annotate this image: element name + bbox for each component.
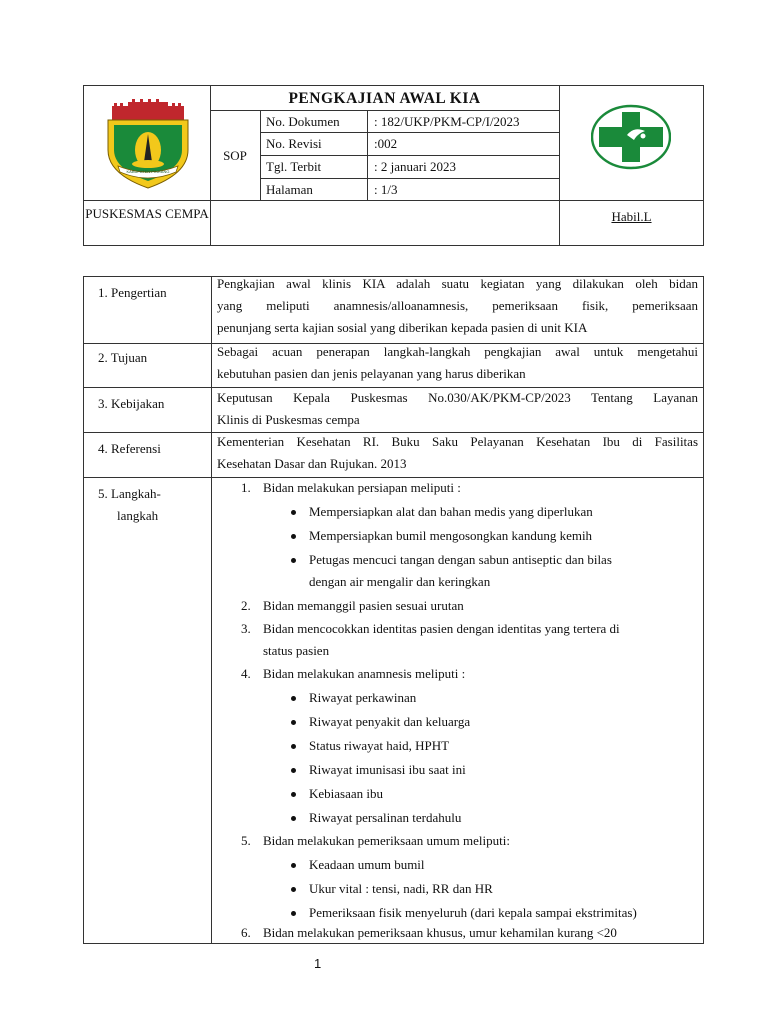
signer-name: Habil.L (611, 209, 652, 224)
bullet-icon (291, 911, 296, 916)
revision-value: :002 (374, 136, 398, 151)
doc-number-value: : 182/UKP/PKM-CP/I/2023 (374, 114, 520, 129)
step-text: Bidan mencocokkan identitas pasien dengan identitas yang tertera di (263, 621, 620, 636)
step-text: Bidan melakukan pemeriksaan khusus, umur kehamilan kurang <20 (263, 925, 617, 940)
step-bullet: Riwayat penyakit dan keluarga (309, 714, 471, 729)
section-text-tujuan: Sebagai acuan penerapan langkah-langkah pengkajian awal untuk mengetahui kebutuhan pasien dan jenis pelayanan yang harus diberikan (217, 344, 698, 381)
bullet-icon (291, 510, 296, 515)
step-text: Bidan memanggil pasien sesuai urutan (263, 598, 464, 613)
section-label-tujuan: 2. Tujuan (98, 350, 148, 365)
document-title: PENGKAJIAN AWAL KIA (288, 90, 481, 107)
puskesmas-logo-icon (591, 104, 671, 170)
bullet-icon (291, 558, 296, 563)
bullet-icon (291, 792, 296, 797)
step-bullet: Petugas mencuci tangan dengan sabun antiseptic dan bilas (309, 552, 612, 567)
regency-crest-icon (104, 98, 192, 190)
bullet-icon (291, 720, 296, 725)
issue-date-value: : 2 januari 2023 (374, 159, 456, 174)
step-number: 2. (241, 598, 251, 613)
step-bullet: Keadaan umum bumil (309, 857, 425, 872)
issue-date-label: Tgl. Terbit (266, 159, 322, 174)
step-bullet: Status riwayat haid, HPHT (309, 738, 450, 753)
section-text-kebijakan: Keputusan Kepala Puskesmas No.030/AK/PKM-CP/2023 Tentang Layanan Klinis di Puskesmas cempa (217, 390, 698, 427)
section-label-referensi: 4. Referensi (98, 441, 161, 456)
sop-label: SOP (223, 148, 247, 163)
step-number: 6. (241, 925, 251, 940)
step-bullet-continued: dengan air mengalir dan keringkan (309, 574, 491, 589)
step-text: Bidan melakukan persiapan meliputi : (263, 480, 461, 495)
section-label-pengertian: 1. Pengertian (98, 285, 167, 300)
svg-text:KABUPATEN PINRANG: KABUPATEN PINRANG (126, 169, 170, 174)
divider (84, 200, 704, 201)
page-value: : 1/3 (374, 182, 398, 197)
procedure-steps (212, 477, 704, 944)
step-number: 1. (241, 480, 251, 495)
page-label: Halaman (266, 182, 313, 197)
organization-name: PUSKESMAS CEMPA (85, 206, 209, 221)
bullet-icon (291, 534, 296, 539)
step-bullet: Pemeriksaan fisik menyeluruh (dari kepala sampai ekstrimitas) (309, 905, 637, 920)
step-bullet: Riwayat imunisasi ibu saat ini (309, 762, 466, 777)
bullet-icon (291, 863, 296, 868)
doc-number-label: No. Dokumen (266, 114, 340, 129)
step-bullet: Riwayat persalinan terdahulu (309, 810, 462, 825)
section-label-kebijakan: 3. Kebijakan (98, 396, 165, 411)
bullet-icon (291, 768, 296, 773)
step-bullet: Riwayat perkawinan (309, 690, 417, 705)
step-text-continued: status pasien (263, 643, 330, 658)
step-number: 3. (241, 621, 251, 636)
bullet-icon (291, 816, 296, 821)
step-bullet: Mempersiapkan alat dan bahan medis yang diperlukan (309, 504, 593, 519)
step-bullet: Mempersiapkan bumil mengosongkan kandung kemih (309, 528, 593, 543)
sop-header (83, 85, 704, 246)
revision-label: No. Revisi (266, 136, 322, 151)
section-text-referensi: Kementerian Kesehatan RI. Buku Saku Pelayanan Kesehatan Ibu di Fasilitas Kesehatan Dasar dan Rujukan. 2013 (217, 434, 698, 471)
step-number: 4. (241, 666, 251, 681)
step-bullet: Ukur vital : tensi, nadi, RR dan HR (309, 881, 493, 896)
step-bullet: Kebiasaan ibu (309, 786, 384, 801)
sop-content-table (83, 276, 704, 944)
section-label-langkah: 5. Langkah- langkah (98, 486, 161, 523)
page-number: 1 (314, 956, 322, 971)
bullet-icon (291, 887, 296, 892)
step-number: 5. (241, 833, 251, 848)
step-text: Bidan melakukan anamnesis meliputi : (263, 666, 466, 681)
step-text: Bidan melakukan pemeriksaan umum meliputi: (263, 833, 510, 848)
bullet-icon (291, 744, 296, 749)
section-text-pengertian: Pengkajian awal klinis KIA adalah suatu kegiatan yang dilakukan oleh bidan yang meliputi anamnesis/alloanamnesis, pemeriksaan fisik, pemeriksaan penunjang serta kajian sosial yang diberikan kepada pasien di unit KIA (217, 276, 698, 335)
bullet-icon (291, 696, 296, 701)
